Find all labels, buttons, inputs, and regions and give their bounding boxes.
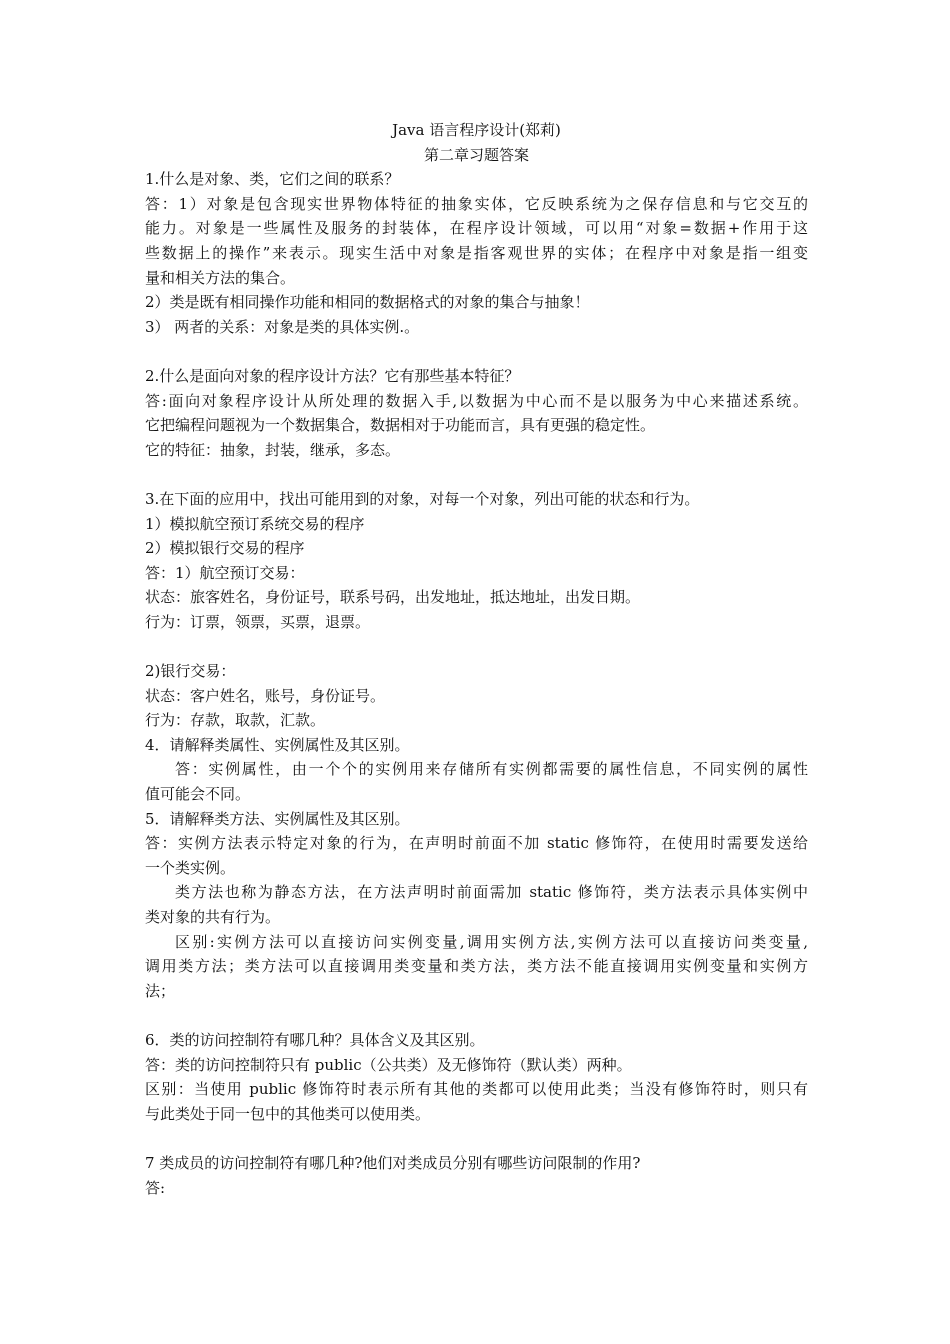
- blank-line: [145, 462, 808, 487]
- text-line: 它的特征：抽象，封装，继承，多态。: [145, 440, 401, 459]
- text-line: 2)银行交易：: [145, 662, 236, 681]
- blank-line: [145, 339, 808, 364]
- document-page: [145, 118, 808, 1200]
- text-line: 状态：客户姓名，账号，身份证号。: [145, 686, 386, 705]
- text-line: 量和相关方法的集合。: [145, 268, 296, 287]
- text-line: 能力。对象是一些属性及服务的封装体，在程序设计领域，可以用“对象=数据+作用于这: [145, 219, 808, 238]
- text-line: 4．请解释类属性、实例属性及其区别。: [145, 735, 410, 754]
- document-body: [145, 167, 808, 1200]
- text-line: 2.什么是面向对象的程序设计方法？它有那些基本特征？: [145, 366, 520, 385]
- text-line: 区别：当使用 public 修饰符时表示所有其他的类都可以使用此类；当没有修饰符时，则只有: [145, 1080, 808, 1099]
- text-line: 7 类成员的访问控制符有哪几种?他们对类成员分别有哪些访问限制的作用?: [145, 1153, 641, 1172]
- text-line: 3.在下面的应用中，找出可能用到的对象，对每一个对象，列出可能的状态和行为。: [145, 489, 700, 508]
- text-line: 5．请解释类方法、实例属性及其区别。: [145, 809, 410, 828]
- document-title: Java 语言程序设计(郑莉): [392, 121, 561, 139]
- text-line: 答：实例属性，由一个个的实例用来存储所有实例都需要的属性信息，不同实例的属性: [175, 760, 808, 779]
- text-line: 行为：订票，领票，买票，退票。: [145, 612, 371, 631]
- text-line: 2）类是既有相同操作功能和相同的数据格式的对象的集合与抽象！: [145, 293, 590, 312]
- text-line: 类方法也称为静态方法，在方法声明时前面需加 static 修饰符，类方法表示具体实例中: [175, 883, 808, 902]
- text-line: 行为：存款，取款，汇款。: [145, 711, 326, 730]
- text-line: 类对象的共有行为。: [145, 908, 281, 926]
- text-line: 2）模拟银行交易的程序: [145, 539, 305, 558]
- text-line: 答:: [145, 1178, 166, 1197]
- text-line: 与此类处于同一包中的其他类可以使用类。: [145, 1104, 431, 1123]
- text-line: 答：1）航空预订交易：: [145, 563, 305, 582]
- text-line: 1.什么是对象、类，它们之间的联系？: [145, 170, 400, 189]
- text-line: 区别:实例方法可以直接访问实例变量,调用实例方法,实例方法可以直接访问类变量,: [175, 932, 808, 951]
- blank-line: [145, 1003, 808, 1028]
- text-line: 6．类的访问控制符有哪几种？具体含义及其区别。: [145, 1030, 485, 1049]
- text-line: 一个类实例。: [145, 858, 236, 877]
- text-line: 它把编程问题视为一个数据集合，数据相对于功能而言，具有更强的稳定性。: [145, 416, 656, 435]
- text-line: 状态：旅客姓名，身份证号，联系号码，出发地址，抵达地址，出发日期。: [145, 588, 641, 607]
- text-line: 3） 两者的关系：对象是类的具体实例.。: [145, 317, 420, 336]
- text-line: 答：1）对象是包含现实世界物体特征的抽象实体，它反映系统为之保存信息和与它交互的: [145, 194, 808, 213]
- blank-line: [145, 634, 808, 659]
- text-line: 答：类的访问控制符只有 public（公共类）及无修饰符（默认类）两种。: [145, 1055, 632, 1074]
- text-line: 答：实例方法表示特定对象的行为，在声明时前面不加 static 修饰符，在使用时需要发送给: [145, 834, 808, 853]
- text-line: 法；: [145, 981, 176, 1000]
- text-line: 调用类方法；类方法可以直接调用类变量和类方法，类方法不能直接调用实例变量和实例方: [145, 957, 808, 976]
- document-subtitle: 第二章习题答案: [423, 145, 529, 164]
- text-line: 答:面向对象程序设计从所处理的数据入手,以数据为中心而不是以服务为中心来描述系统。: [145, 391, 808, 410]
- text-line: 值可能会不同。: [145, 785, 251, 804]
- blank-line: [145, 1126, 808, 1151]
- text-line: 1）模拟航空预订系统交易的程序: [145, 514, 365, 533]
- text-line: 些数据上的操作”来表示。现实生活中对象是指客观世界的实体；在程序中对象是指一组变: [145, 243, 808, 262]
